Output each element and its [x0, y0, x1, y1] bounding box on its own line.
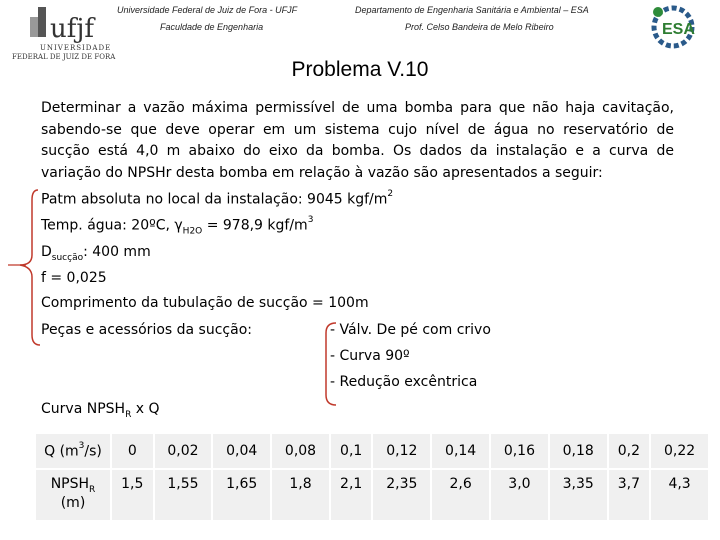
npshr-cell: 4,3 [651, 470, 708, 520]
table-row [36, 470, 708, 520]
temperature-line: Temp. água: 20ºC, $\gamma_{H2O} = 978,9$ kgf/$m^3$ [41, 215, 314, 237]
fitting-item: - Curva 90º [330, 348, 410, 364]
q-cell: 0,22 [651, 434, 708, 468]
header-department: Departamento de Engenharia Sanitária e Ambiental – ESA [355, 5, 589, 15]
q-cell: 0,08 [272, 434, 329, 468]
q-cell: 0,16 [491, 434, 548, 468]
problem-statement: Determinar a vazão máxima permissível de uma bomba para que não haja cavitação, sabendo-se que deve operar em um sistema cujo nível de água no reservatório de sucção está 4,0 m abaixo do eixo da bomba. Os dados da instalação e a curva de variação do NPSHr desta bomba em relação à vazão são apresentados a seguir: [41, 100, 674, 181]
npshr-cell: 1,65 [213, 470, 270, 520]
ufjf-logo-mark: ufjf [50, 14, 95, 44]
page-title: Problema V.10 [291, 58, 429, 81]
table-row [36, 434, 708, 468]
header-university: Universidade Federal de Juiz de Fora - UFJF [117, 5, 298, 15]
ufjf-logo-line2: FEDERAL DE JUIZ DE FORA [12, 53, 116, 61]
fitting-item: - Redução excêntrica [330, 374, 478, 390]
friction-line: f = 0,025 [41, 270, 107, 286]
npshr-cell: 1,55 [155, 470, 212, 520]
npshr-cell: 3,7 [609, 470, 650, 520]
npshr-header: $NPSH_R$ (m) [36, 470, 110, 520]
diameter-line: $D_{sucção}$: 400 mm [41, 244, 151, 263]
curve-label: Curva $NPSH_R$ x Q [41, 401, 160, 420]
npshr-cell: 1,8 [272, 470, 329, 520]
npshr-cell: 3,35 [550, 470, 607, 520]
fitting-item: - Válv. De pé com crivo [330, 322, 491, 338]
patm-line: Patm absoluta no local da instalação: 9045 kgf/$m^2$ [41, 189, 394, 208]
q-header: Q $(m^3/s)$ [36, 434, 110, 468]
length-line: Comprimento da tubulação de sucção = 100m [41, 295, 369, 311]
q-cell: 0,04 [213, 434, 270, 468]
npsh-table [34, 432, 710, 522]
header-faculty: Faculdade de Engenharia [160, 22, 264, 32]
npshr-cell: 2,6 [432, 470, 489, 520]
q-cell: 0,14 [432, 434, 489, 468]
esa-logo-mark: ESA [662, 21, 695, 38]
q-cell: 0,18 [550, 434, 607, 468]
npshr-cell: 2,35 [373, 470, 430, 520]
fittings-label: Peças e acessórios da sucção: [41, 322, 252, 338]
red-bracket-annotation [0, 185, 360, 415]
ufjf-logo [10, 3, 120, 63]
q-cell: 0 [112, 434, 153, 468]
q-cell: 0,12 [373, 434, 430, 468]
npshr-cell: 2,1 [331, 470, 372, 520]
ufjf-logo-line1: UNIVERSIDADE [40, 44, 112, 52]
npshr-cell: 1,5 [112, 470, 153, 520]
q-cell: 0,02 [155, 434, 212, 468]
q-cell: 0,2 [609, 434, 650, 468]
esa-logo [648, 4, 698, 50]
header-professor: Prof. Celso Bandeira de Melo Ribeiro [405, 22, 554, 32]
q-cell: 0,1 [331, 434, 372, 468]
npshr-cell: 3,0 [491, 470, 548, 520]
